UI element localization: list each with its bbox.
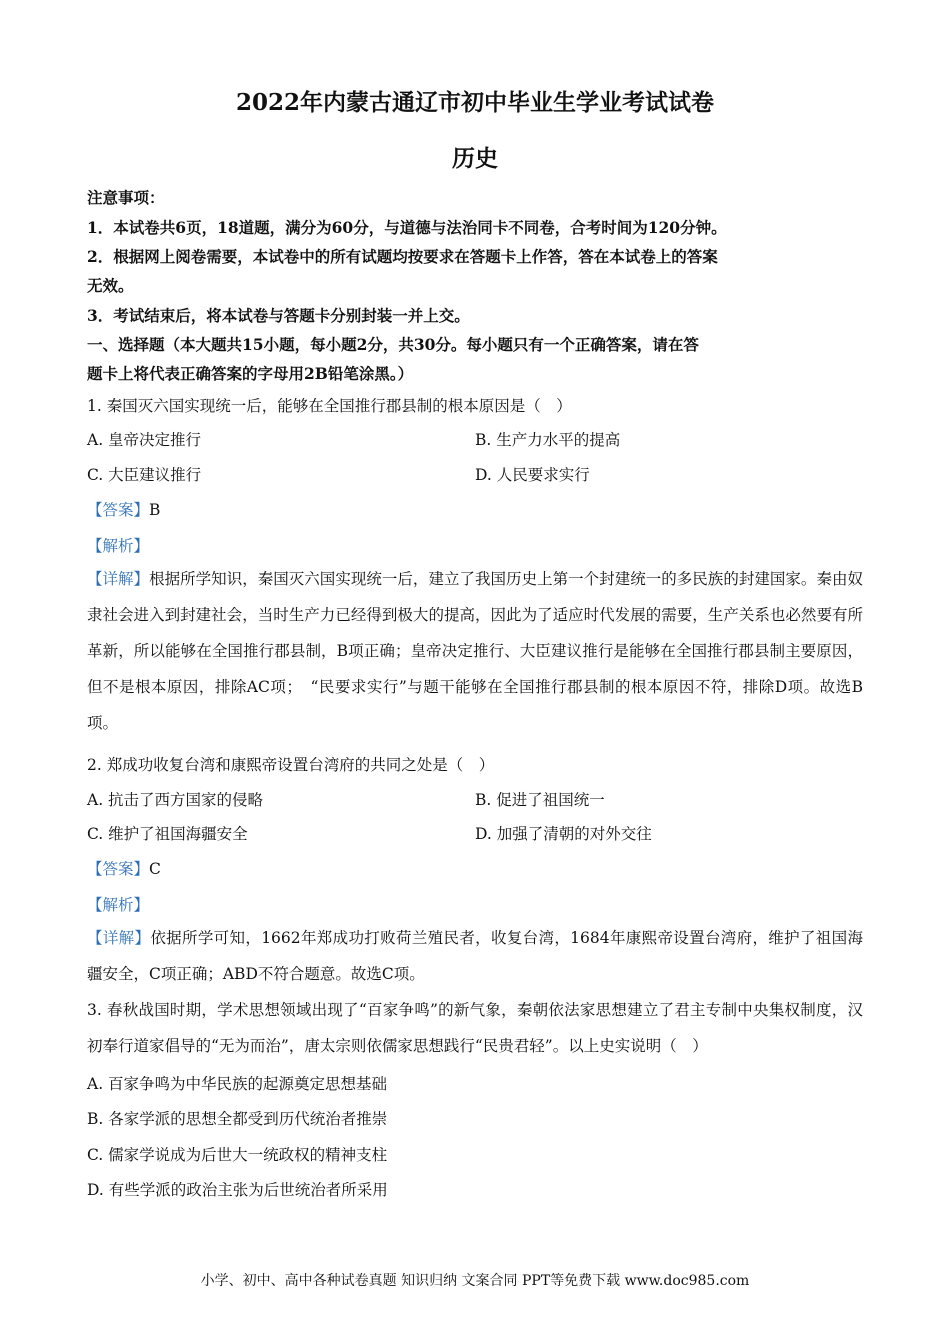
- detail-tag: 【详解】: [87, 570, 150, 588]
- q3-option-a: A. 百家争鸣为中华民族的起源奠定思想基础: [87, 1075, 388, 1093]
- q1-answer: [87, 498, 160, 520]
- q2-detail: [87, 920, 863, 992]
- section-heading: 一、选择题（本大题共15小题，每小题2分，共30分。每小题只有一个正确答案，请在答: [87, 335, 699, 354]
- answer-tag: 【答案】: [87, 860, 150, 878]
- section-heading-cont: 题卡上将代表正确答案的字母用2B铅笔涂黑。）: [87, 364, 414, 383]
- notes-heading: 注意事项：: [87, 188, 165, 207]
- subject-title: 历史: [452, 145, 498, 172]
- q1-detail: [87, 561, 863, 741]
- notes-item-1: 1．本试卷共6页，18道题，满分为60分，与道德与法治同卡不同卷，合考时间为120分钟。: [87, 218, 727, 237]
- detail-text: 依据所学可知，1662年郑成功打败荷兰殖民者，收复台湾，1684年康熙帝设置台湾府，维护了祖国海疆安全，C项正确；ABD不符合题意。故选C项。: [87, 929, 863, 983]
- answer-value: C: [149, 860, 161, 878]
- q2-option-c: C. 维护了祖国海疆安全: [87, 825, 248, 843]
- detail-tag: 【详解】: [87, 929, 151, 947]
- q2-option-b: B. 促进了祖国统一: [475, 791, 605, 809]
- page-footer: 小学、初中、高中各种试卷真题 知识归纳 文案合同 PPT等免费下载 www.doc985.com: [200, 1273, 750, 1289]
- q1-option-d: D. 人民要求实行: [475, 466, 590, 484]
- q1-option-b: B. 生产力水平的提高: [475, 431, 621, 449]
- q2-analysis-tag: 【解析】: [87, 896, 150, 914]
- q1-analysis-tag: 【解析】: [87, 537, 150, 555]
- q3-option-d: D. 有些学派的政治主张为后世统治者所采用: [87, 1181, 388, 1199]
- question-1-stem: 1. 秦国灭六国实现统一后，能够在全国推行郡县制的根本原因是（ ）: [87, 397, 572, 415]
- answer-tag: 【答案】: [87, 501, 150, 519]
- q3-option-c: C. 儒家学说成为后世大一统政权的精神支柱: [87, 1146, 388, 1164]
- notes-item-2: 2．根据网上阅卷需要，本试卷中的所有试题均按要求在答题卡上作答，答在本试卷上的答案: [87, 247, 718, 266]
- notes-item-3: 3．考试结束后，将本试卷与答题卡分别封装一并上交。: [87, 306, 470, 325]
- answer-value: B: [149, 501, 161, 519]
- q3-option-b: B. 各家学派的思想全都受到历代统治者推崇: [87, 1110, 388, 1128]
- detail-text: 根据所学知识，秦国灭六国实现统一后，建立了我国历史上第一个封建统一的多民族的封建国家。秦由奴隶社会进入到封建社会，当时生产力已经得到极大的提高，因此为了适应时代发展的需要，生产关系也必然要有所革新，所以能够在全国推行郡县制，B项正确；皇帝决定推行、大臣建议推行是能够在全国推行郡县制主要原因，但不是根本原因，排除AC项； “民要求实行”与题干能够在全国推行郡县制的根本原因不符，排除D项。故选B项。: [87, 570, 863, 732]
- exam-title: 2022年内蒙古通辽市初中毕业生学业考试试卷: [235, 89, 714, 116]
- notes-item-2-cont: 无效。: [87, 276, 134, 295]
- question-3-stem: 3. 春秋战国时期，学术思想领域出现了“百家争鸣”的新气象，秦朝依法家思想建立了君主专制中央集权制度，汉初奉行道家倡导的“无为而治”，唐太宗则依儒家思想践行“民贵君轻”。以上史实说明（ ）: [87, 1001, 863, 1055]
- q1-option-c: C. 大臣建议推行: [87, 466, 202, 484]
- q2-answer: [87, 857, 161, 879]
- q1-option-a: A. 皇帝决定推行: [87, 431, 202, 449]
- question-2-stem: 2. 郑成功收复台湾和康熙帝设置台湾府的共同之处是（ ）: [87, 756, 495, 774]
- q2-option-a: A. 抗击了西方国家的侵略: [87, 791, 264, 809]
- q2-option-d: D. 加强了清朝的对外交往: [475, 825, 652, 843]
